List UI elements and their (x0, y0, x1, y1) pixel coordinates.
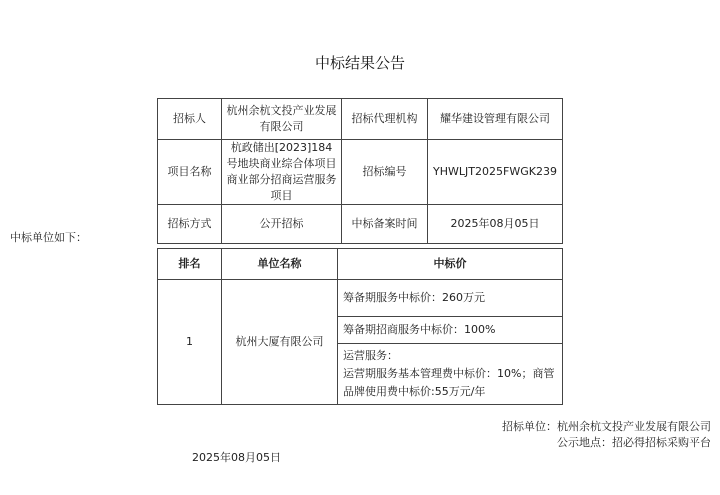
tenderer-label: 招标人 (158, 99, 222, 140)
method-label: 招标方式 (158, 205, 222, 244)
signature-place: 公示地点：招必得招标采购平台 (557, 436, 711, 449)
price-header: 中标价 (338, 249, 563, 280)
unit-cell: 杭州大厦有限公司 (222, 280, 338, 405)
tender-info-table (157, 98, 563, 244)
rank-cell: 1 (158, 280, 222, 405)
unit-header: 单位名称 (222, 249, 338, 280)
page-title: 中标结果公告 (314, 54, 405, 72)
price-operation-detail: 运营期服务基本管理费中标价：10%；商管品牌使用费中标价:55万元/年 (343, 367, 555, 398)
code-label: 招标编号 (342, 140, 428, 205)
table-header-row (158, 249, 563, 280)
price-prep-service: 筹备期服务中标价：260万元 (338, 280, 563, 317)
price-operation-title: 运营服务： (343, 349, 398, 362)
tenderer-value: 杭州余杭文投产业发展有限公司 (222, 99, 342, 140)
table-row (158, 140, 563, 205)
record-date-value: 2025年08月05日 (428, 205, 563, 244)
winner-intro: 中标单位如下： (10, 231, 87, 244)
table-row (158, 205, 563, 244)
table-row (158, 99, 563, 140)
announcement-date: 2025年08月05日 (192, 451, 281, 464)
method-value: 公开招标 (222, 205, 342, 244)
table-row (158, 280, 563, 317)
agency-label: 招标代理机构 (342, 99, 428, 140)
project-label: 项目名称 (158, 140, 222, 205)
agency-value: 耀华建设管理有限公司 (428, 99, 563, 140)
project-value: 杭政储出[2023]184号地块商业综合体项目商业部分招商运营服务项目 (222, 140, 342, 205)
rank-header: 排名 (158, 249, 222, 280)
signature-tenderer: 招标单位：杭州余杭文投产业发展有限公司 (502, 420, 711, 433)
price-prep-leasing: 筹备期招商服务中标价：100% (338, 317, 563, 344)
record-date-label: 中标备案时间 (342, 205, 428, 244)
winner-table (157, 248, 563, 405)
code-value: YHWLJT2025FWGK239 (428, 140, 563, 205)
price-operation (338, 344, 563, 405)
